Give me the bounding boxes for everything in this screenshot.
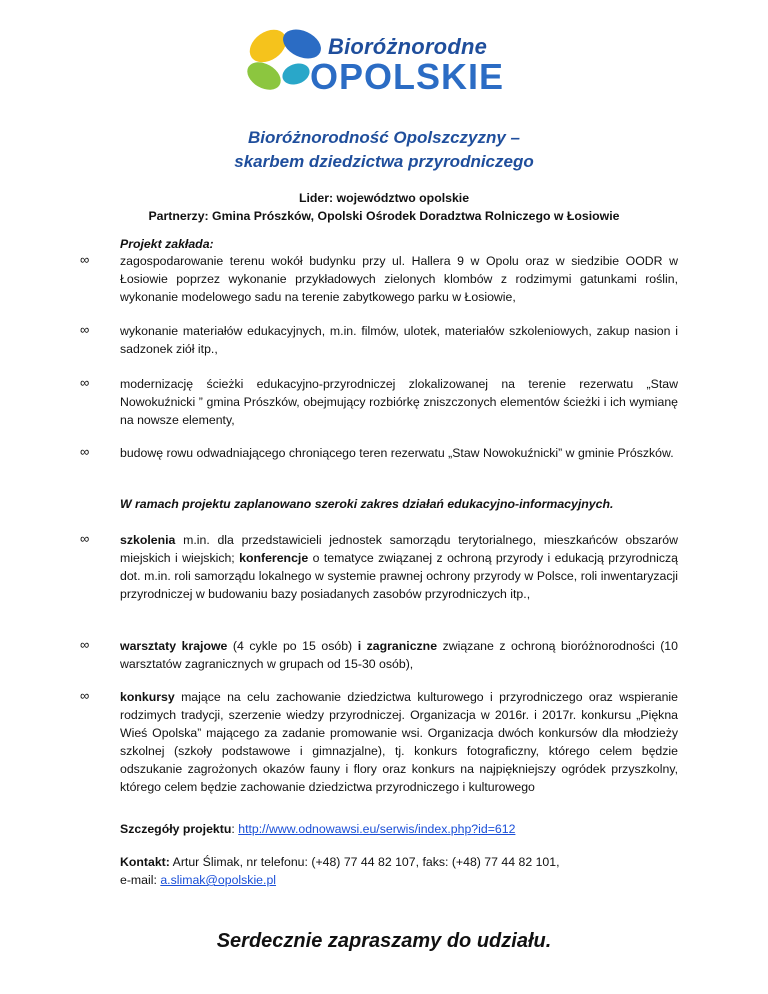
page-title — [0, 126, 768, 174]
edu-item-bold: konferencje — [239, 551, 309, 565]
bullet-icon: ∞ — [80, 531, 90, 546]
project-heading: Projekt zakłada: — [120, 237, 214, 251]
contact-text: Artur Ślimak, nr telefonu: (+48) 77 44 82 107, faks: (+48) 77 44 82 101, — [169, 855, 560, 869]
project-item: zagospodarowanie terenu wokół budynku przy ul. Hallera 9 w Opolu oraz w siedzibie OODR w Łosiowie poprzez wykonanie przykładowych zielonych klombów z rodzimymi gatunkami roślin, wykonanie modelowego sadu na terenie zabytkowego parku w Łosiowie, — [120, 254, 678, 304]
details-sep: : — [231, 822, 239, 836]
bullet-icon: ∞ — [80, 252, 90, 267]
project-details — [120, 820, 678, 838]
edu-item-text: związane z ochroną bioróżnorodności (10 warsztatów zagranicznych w grupach od 15-30 osób), — [120, 639, 678, 671]
edu-item — [120, 531, 678, 603]
leader: Lider: województwo opolskie — [298, 191, 470, 205]
logo — [240, 24, 530, 104]
edu-item-text: m.in. dla przedstawicieli jednostek samorządu terytorialnego, mieszkańców obszarów miejskich i wiejskich; — [120, 533, 678, 565]
bullet-icon: ∞ — [80, 637, 90, 652]
logo-line1: Bioróżnorodne — [328, 34, 488, 59]
title-line1: Bioróżnorodność Opolszczyzny – — [247, 128, 521, 147]
project-item: modernizację ścieżki edukacyjno-przyrodniczej zlokalizowanej na terenie rezerwatu „Staw Nowokuźnicki ” gmina Prószków, obejmujący rozbiórkę zniszczonych elementów ścieżki i ich wymianę na nowsze elementy, — [120, 377, 678, 427]
project-item: wykonanie materiałów edukacyjnych, m.in. filmów, ulotek, materiałów szkoleniowych, zakup nasion i sadzonek ziół itp., — [120, 324, 678, 356]
bullet-icon: ∞ — [80, 375, 90, 390]
edu-item — [120, 688, 678, 796]
closing-text: Serdecznie zapraszamy do udziału. — [216, 930, 552, 952]
contact-label: Kontakt: — [120, 855, 170, 869]
edu-heading: W ramach projektu zaplanowano szeroki zakres działań edukacyjno-informacyjnych. — [120, 497, 614, 511]
bullet-icon: ∞ — [80, 688, 90, 703]
edu-item — [120, 637, 678, 673]
logo-line2: OPOLSKIE — [310, 56, 505, 97]
edu-item-bold: szkolenia — [120, 533, 176, 547]
contact — [120, 853, 678, 889]
title-line2: skarbem dziedzictwa przyrodniczego — [234, 152, 534, 171]
email-link[interactable]: a.slimak@opolskie.pl — [160, 873, 277, 887]
partners: Partnerzy: Gmina Prószków, Opolski Ośrodek Doradztwa Rolniczego w Łosiowie — [148, 209, 620, 223]
details-label: Szczegóły projektu — [120, 822, 232, 836]
project-link[interactable]: http://www.odnowawsi.eu/serwis/index.php?id=612 — [238, 822, 516, 836]
email-label: e-mail: — [120, 873, 161, 887]
edu-item-text: (4 cykle po 15 osób) — [227, 639, 358, 653]
edu-item-bold: warsztaty krajowe — [120, 639, 228, 653]
edu-item-text: o tematyce związanej z ochroną przyrody i edukacją przyrodniczą dot. m.in. roli samorządu lokalnego w systemie prawnej ochrony przyrody w Polsce, roli inwentaryzacji przyrodniczej w budowaniu bazy posiadanych zasobów przyrodniczych itp., — [120, 551, 678, 601]
edu-item-bold: i zagraniczne — [357, 639, 438, 653]
edu-item-bold: konkursy — [120, 690, 175, 704]
bullet-icon: ∞ — [80, 444, 90, 459]
project-item: budowę rowu odwadniającego chroniącego teren rezerwatu „Staw Nowokuźnicki” w gminie Prószków. — [120, 446, 674, 460]
edu-item-text: mające na celu zachowanie dziedzictwa kulturowego i przyrodniczego oraz wspieranie rodzimych tradycji, szerzenie wiedzy przyrodniczej. Organizacja w 2016r. i 2017r. konkursu „Piękna Wieś Opolska” mającego za zadanie promowanie wsi. Organizacja dwóch konkursów dla młodzieży szkolnej (szkoły podstawowe i gimnazjalne), tj. konkurs fotograficzny, którego celem będzie odszukanie zagrożonych okazów fauny i flory oraz konkurs na najpiękniejszy ogródek przyszkolny, którego celem będzie zachowanie dziedzictwa przyrodniczego i kulturowego — [120, 690, 678, 794]
bullet-icon: ∞ — [80, 322, 90, 337]
